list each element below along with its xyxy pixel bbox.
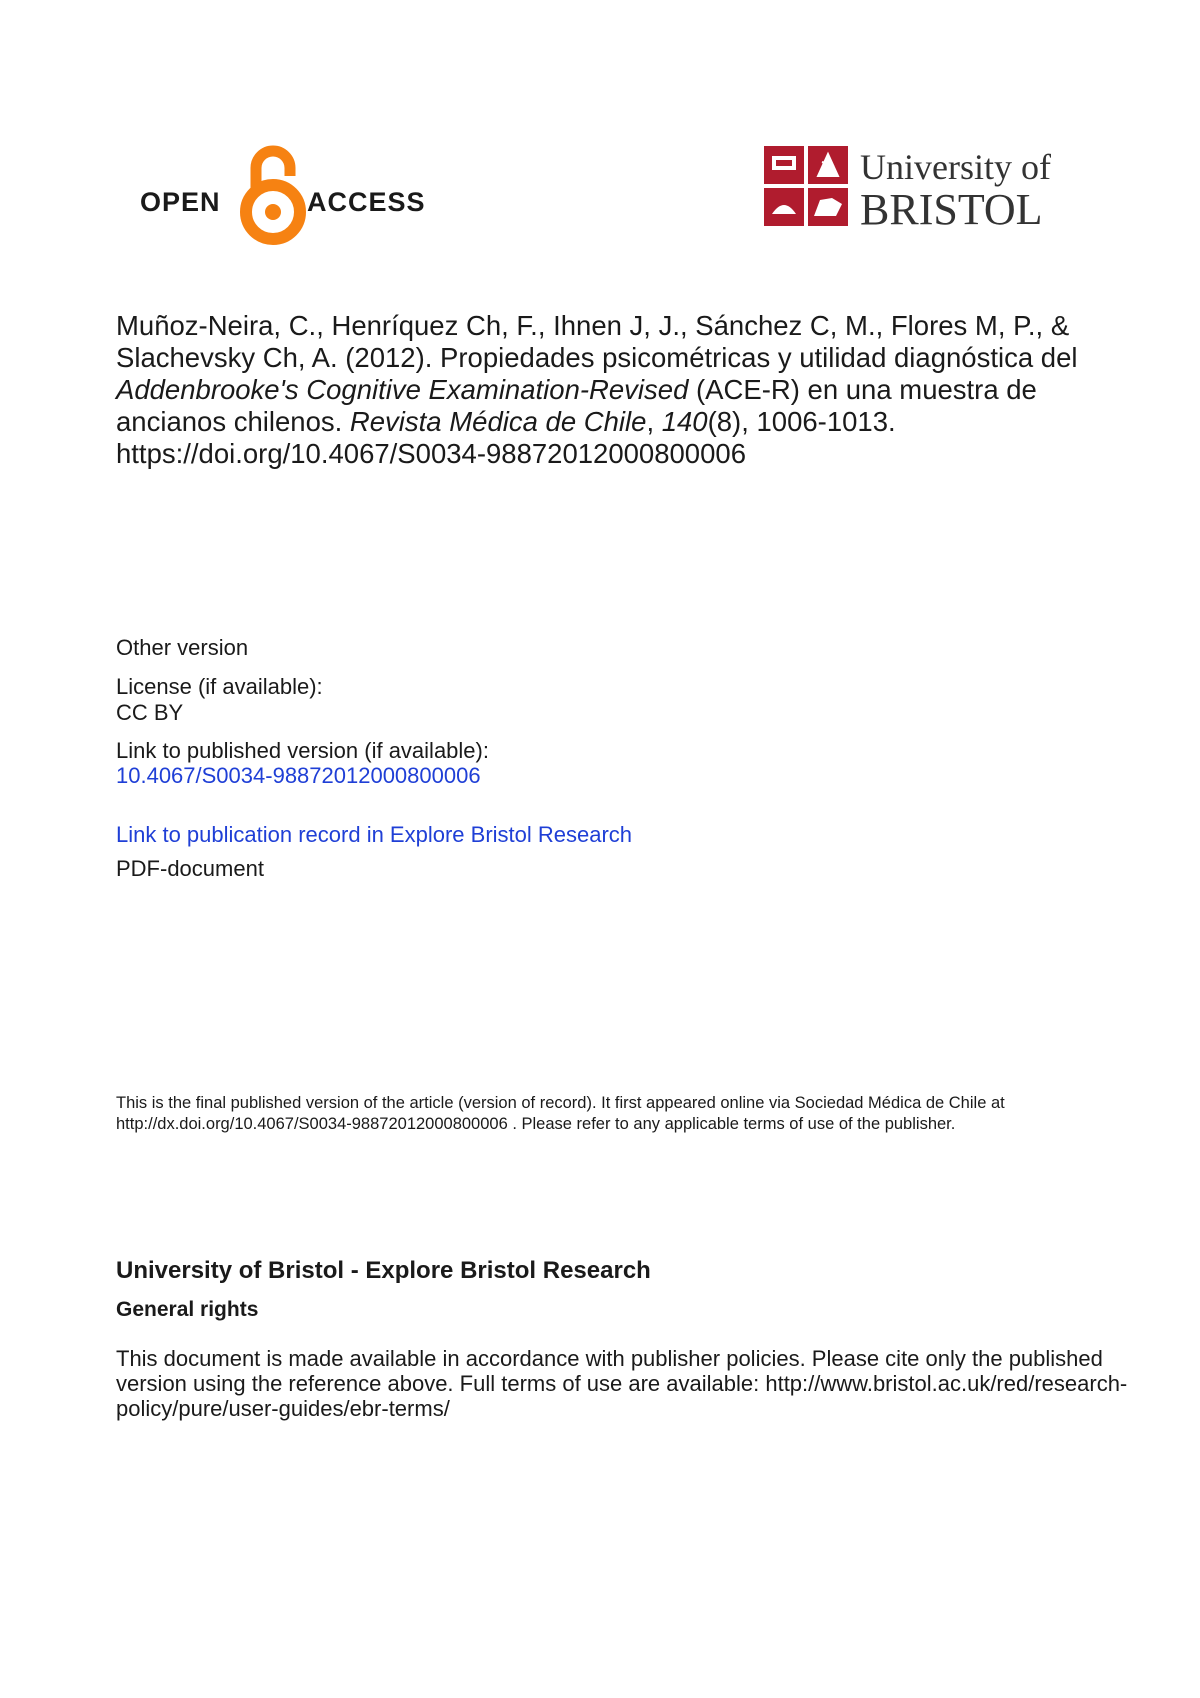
citation — [116, 310, 1136, 470]
citation-authors-title: Muñoz-Neira, C., Henríquez Ch, F., Ihnen J, J., Sánchez C, M., Flores M, P., & Slachevsky Ch, A. (2012). Propiedades psicométricas y utilidad diagnóstica del — [116, 310, 1078, 373]
published-link-label: Link to published version (if available): — [116, 738, 489, 763]
version-label: Other version — [116, 635, 249, 660]
citation-journal: Revista Médica de Chile — [349, 406, 647, 437]
citation-separator: , — [646, 406, 662, 437]
citation-issue-pages-doi: (8), 1006-1013. https://doi.org/10.4067/S0034-98872012000800006 — [116, 406, 896, 469]
bristol-text: BRISTOL — [860, 185, 1043, 234]
ebr-heading: University of Bristol - Explore Bristol Research — [116, 1257, 651, 1284]
citation-title-rest: (ACE-R) en una muestra de ancianos chilenos. — [116, 374, 1037, 437]
open-access-word-access: ACCESS — [307, 187, 426, 217]
university-of-bristol-logo — [762, 144, 1062, 234]
citation-volume: 140 — [661, 406, 708, 437]
general-rights-heading: General rights — [116, 1298, 259, 1321]
final-version-note: This is the final published version of the article (version of record). It first appeared online via Sociedad Médica de Chile at http://dx.doi.org/10.4067/S0034-98872012000800006 . Please refer to any applicable terms of use of the publisher. — [116, 1094, 1005, 1133]
citation-test-name: Addenbrooke's Cognitive Examination-Revised — [116, 374, 689, 405]
open-lock-icon — [238, 140, 308, 250]
university-of-text: University of — [860, 147, 1051, 187]
bristol-crest-icon — [762, 144, 850, 228]
published-version-link[interactable]: 10.4067/S0034-98872012000800006 — [116, 763, 481, 788]
license-label: License (if available): — [116, 674, 323, 699]
open-access-logo — [140, 140, 430, 250]
document-type: PDF-document — [116, 856, 264, 881]
general-rights-body: This document is made available in accordance with publisher policies. Please cite only the published version using the reference above. Full terms of use are available: http://www.bristol.ac.uk/red/research-policy/pure/user-guides/ebr-terms/ — [116, 1346, 1128, 1421]
license-value: CC BY — [116, 700, 184, 725]
publication-record-link[interactable]: Link to publication record in Explore Bristol Research — [116, 822, 633, 847]
open-access-word-open: OPEN — [140, 187, 221, 217]
